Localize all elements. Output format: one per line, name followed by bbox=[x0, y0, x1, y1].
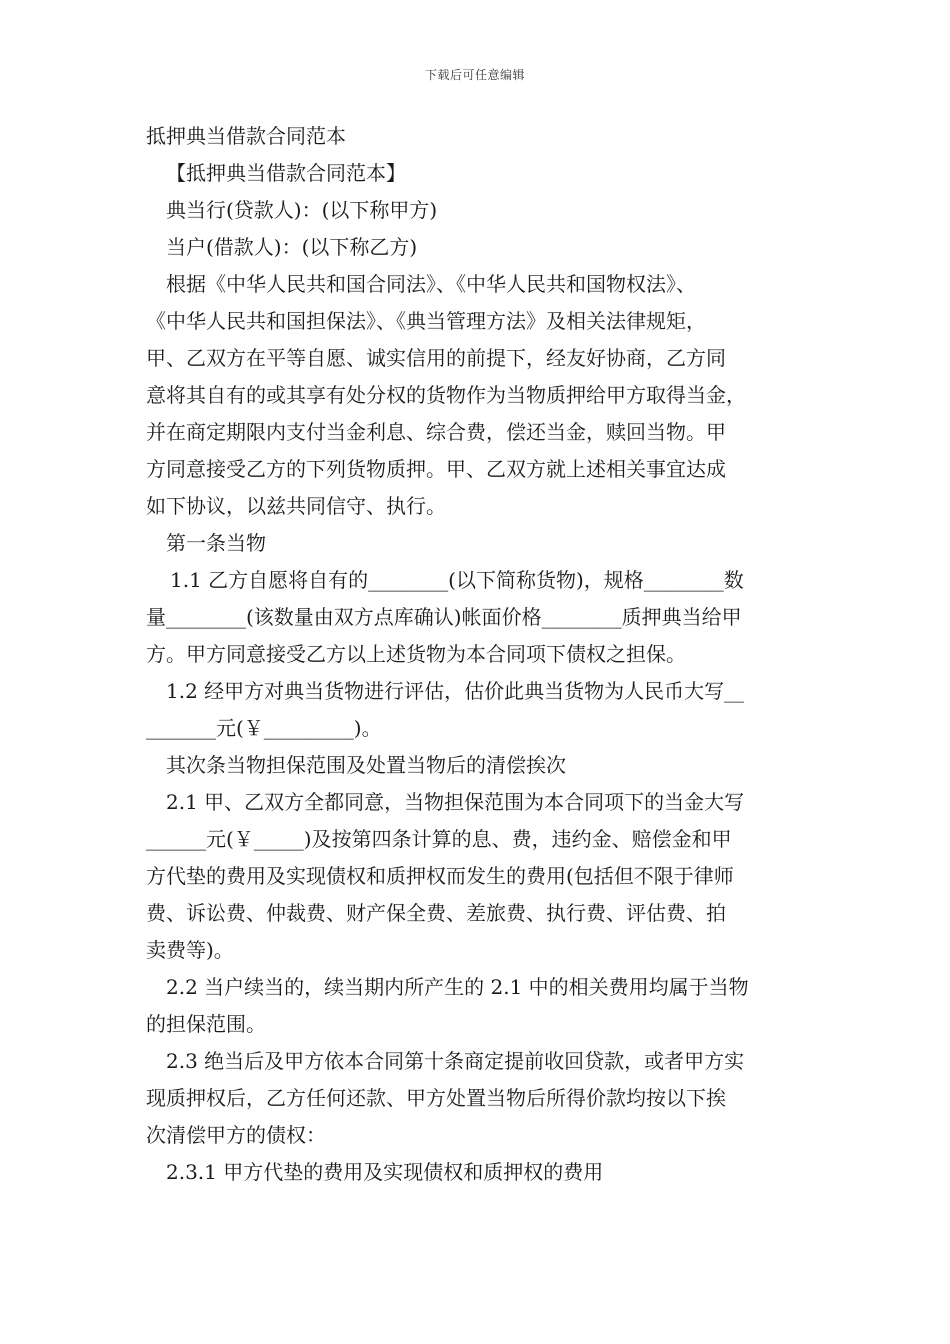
preamble-line: 意将其自有的或其享有处分权的货物作为当物质押给甲方取得当金， bbox=[146, 383, 746, 407]
clause-2-3-line: 次清偿甲方的债权： bbox=[146, 1123, 326, 1147]
article-1-heading: 第一条当物 bbox=[166, 531, 266, 555]
clause-2-2-line: 2.2 当户续当的，续当期内所产生的 2.1 中的相关费用均属于当物 bbox=[166, 975, 749, 999]
preamble-line: 根据《中华人民共和国合同法》、《中华人民共和国物权法》、 bbox=[166, 272, 696, 296]
clause-2-1-line: 卖费等)。 bbox=[146, 938, 234, 962]
clause-2-3-1-line: 2.3.1 甲方代垫的费用及实现债权和质押权的费用 bbox=[166, 1160, 604, 1184]
party-b-line: 当户(借款人)：(以下称乙方) bbox=[166, 235, 418, 259]
clause-1-2-line: 1.2 经甲方对典当货物进行评估，估价此典当货物为人民币大写__ bbox=[166, 679, 745, 703]
clause-2-3-line: 2.3 绝当后及甲方依本合同第十条商定提前收回贷款，或者甲方实 bbox=[166, 1049, 745, 1073]
article-2-heading: 其次条当物担保范围及处置当物后的清偿挨次 bbox=[166, 753, 566, 777]
party-a-line: 典当行(贷款人)：(以下称甲方) bbox=[166, 198, 438, 222]
clause-2-1-line: 费、诉讼费、仲裁费、财产保全费、差旅费、执行费、评估费、拍 bbox=[146, 901, 726, 925]
document-body bbox=[146, 118, 816, 1191]
clause-2-2-line: 的担保范围。 bbox=[146, 1012, 266, 1036]
page-header-note: 下载后可任意编辑 bbox=[424, 68, 525, 82]
clause-1-2-line: _______元(￥_________)。 bbox=[146, 716, 382, 740]
clause-1-1-line: 方。甲方同意接受乙方以上述货物为本合同项下债权之担保。 bbox=[146, 642, 686, 666]
preamble-line: 方同意接受乙方的下列货物质押。甲、乙双方就上述相关事宜达成 bbox=[146, 457, 726, 481]
clause-2-1-line: ______元(￥_____)及按第四条计算的息、费，违约金、赔偿金和甲 bbox=[146, 827, 732, 851]
clause-2-1-line: 2.1 甲、乙双方全都同意，当物担保范围为本合同项下的当金大写 bbox=[166, 790, 745, 814]
preamble-line: 并在商定期限内支付当金利息、综合费，偿还当金，赎回当物。甲 bbox=[146, 420, 726, 444]
clause-1-1-line: 量________(该数量由双方点库确认)帐面价格________质押典当给甲 bbox=[146, 605, 742, 629]
preamble-line: 如下协议，以兹共同信守、执行。 bbox=[146, 494, 446, 518]
clause-2-1-line: 方代垫的费用及实现债权和质押权而发生的费用(包括但不限于律师 bbox=[146, 864, 734, 888]
clause-1-1-line: 1.1 乙方自愿将自有的________(以下简称货物)，规格________数 bbox=[170, 568, 744, 592]
preamble-line: 《中华人民共和国担保法》、《典当管理方法》及相关法律规矩， bbox=[146, 309, 706, 333]
preamble-line: 甲、乙双方在平等自愿、诚实信用的前提下，经友好协商，乙方同 bbox=[146, 346, 726, 370]
clause-2-3-line: 现质押权后，乙方任何还款、甲方处置当物后所得价款均按以下挨 bbox=[146, 1086, 726, 1110]
document-title: 抵押典当借款合同范本 bbox=[146, 124, 346, 148]
document-subtitle: 【抵押典当借款合同范本】 bbox=[166, 161, 406, 185]
